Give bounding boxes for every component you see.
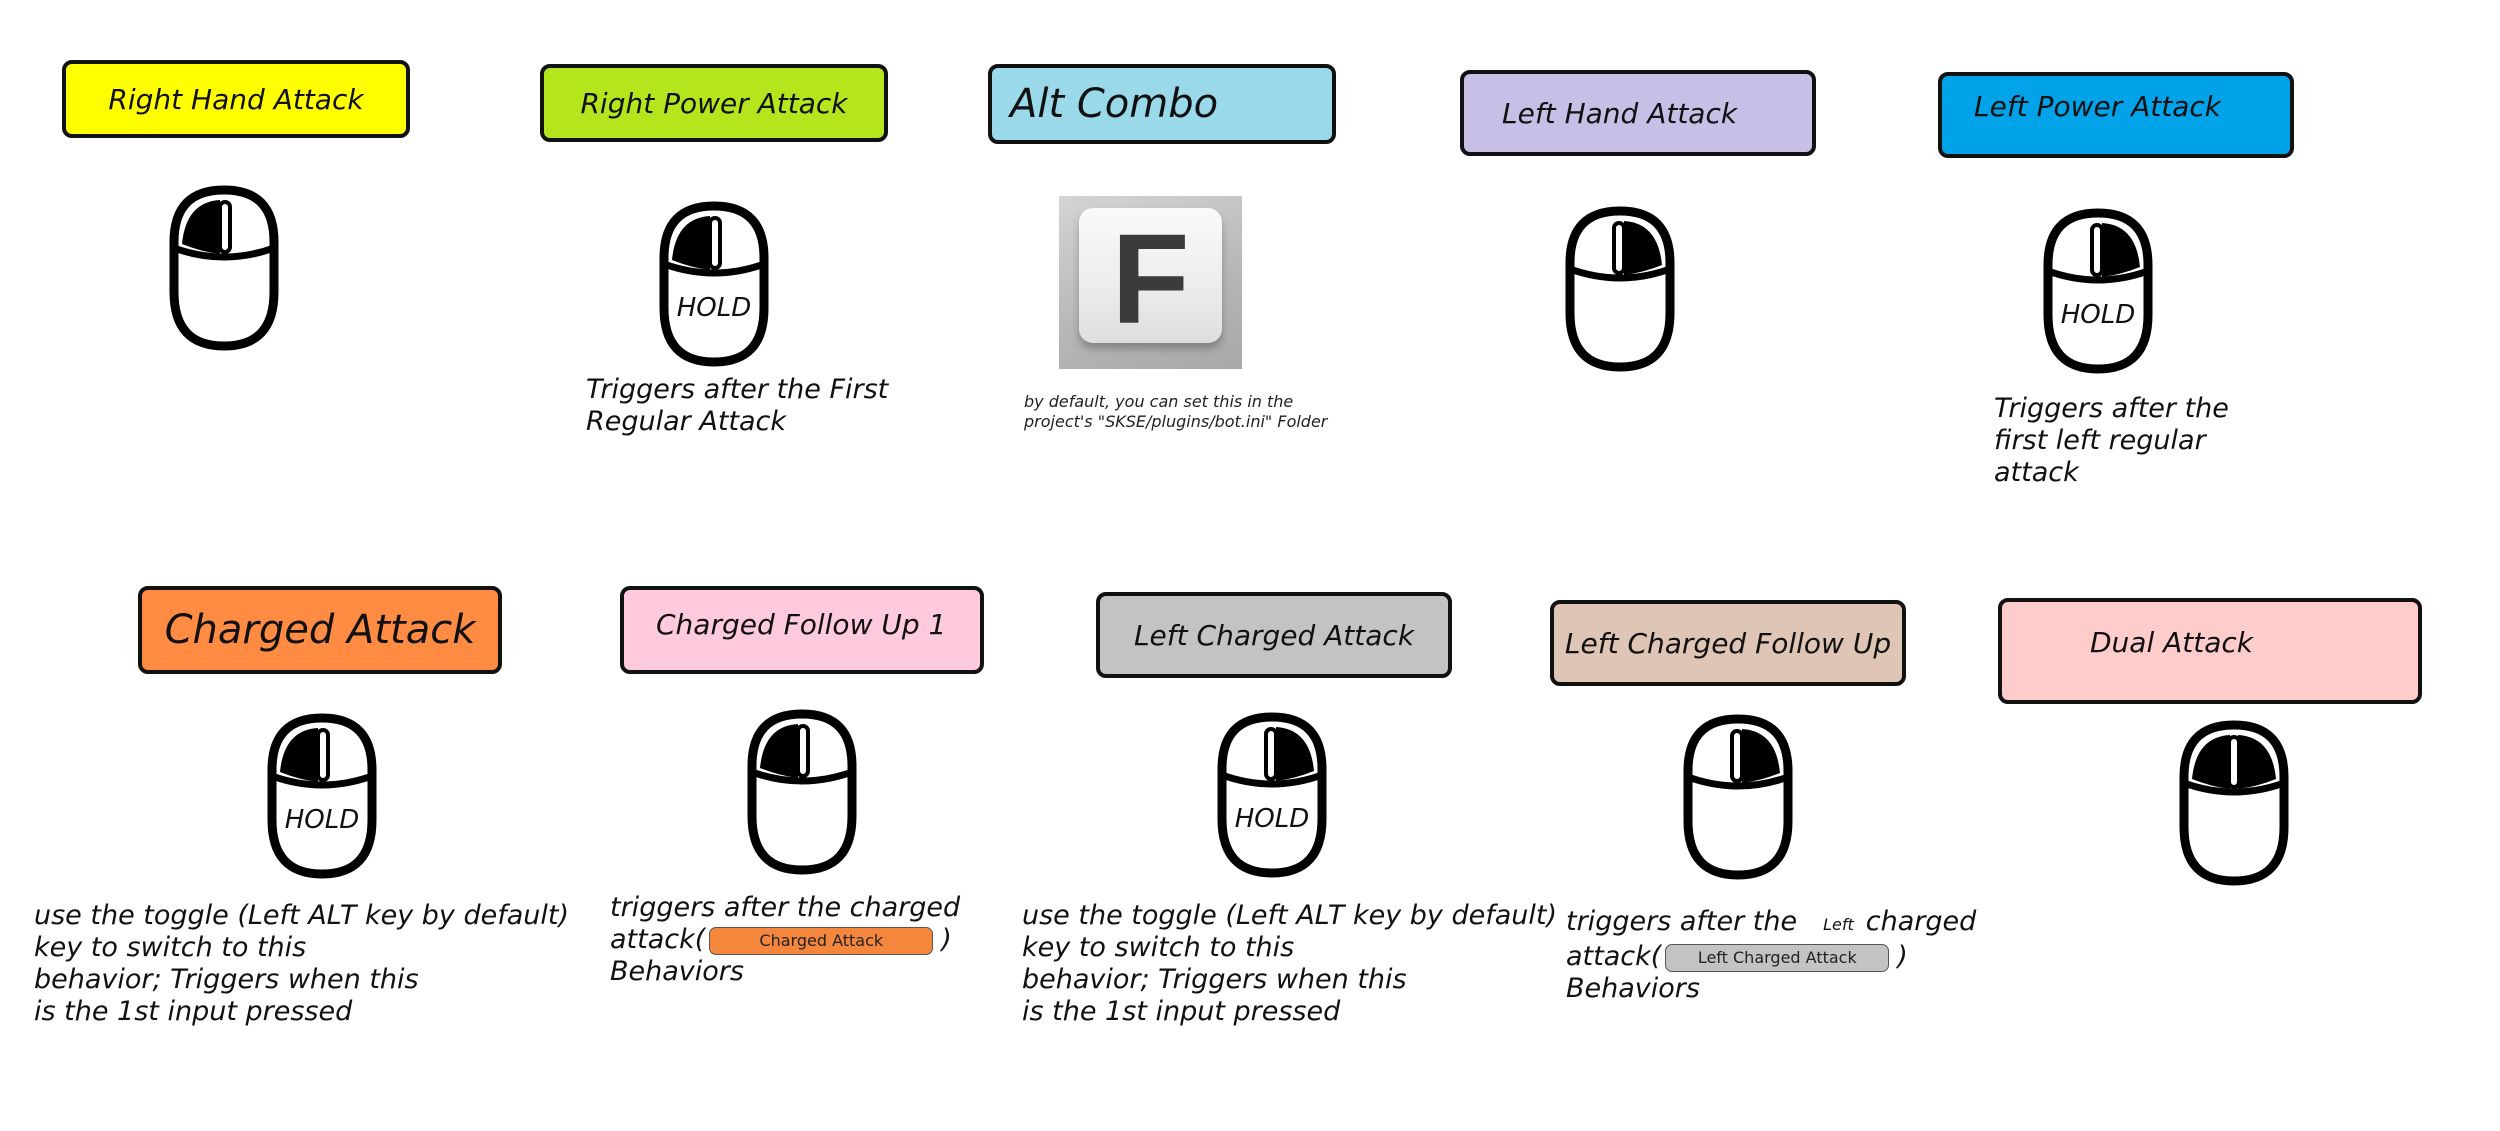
mouse-left-hold-icon bbox=[258, 710, 386, 882]
desc-line: Triggers after the First bbox=[586, 374, 889, 405]
f-key-letter: F bbox=[1111, 208, 1190, 351]
charged-follow-up-1-description bbox=[610, 892, 960, 988]
desc-line: Behaviors bbox=[1566, 973, 1700, 1004]
mouse-right-hold-icon bbox=[2034, 200, 2162, 382]
alt-combo-label bbox=[988, 64, 1336, 144]
left-power-attack-label bbox=[1938, 72, 2294, 158]
desc-line: Triggers after the bbox=[1994, 393, 2229, 424]
desc-part: triggers after the bbox=[1566, 906, 1798, 937]
charged-follow-up-1-text: Charged Follow Up 1 bbox=[656, 608, 947, 641]
right-hand-attack-text: Right Hand Attack bbox=[108, 82, 364, 116]
desc-pre: attack( bbox=[1566, 941, 1662, 972]
charged-attack-text: Charged Attack bbox=[164, 607, 476, 653]
desc-line: behavior; Triggers when this bbox=[1022, 964, 1407, 995]
desc-line: Regular Attack bbox=[586, 406, 787, 437]
hold-text: HOLD bbox=[2060, 300, 2136, 330]
left-power-attack-text: Left Power Attack bbox=[1974, 90, 2221, 123]
mouse-both-click-icon bbox=[2170, 712, 2298, 894]
left-charged-attack-description bbox=[1022, 900, 1557, 1028]
desc-line: use the toggle (Left ALT key by default) bbox=[1022, 900, 1558, 931]
desc-line-with-pill bbox=[1566, 941, 1976, 973]
charged-attack-description bbox=[34, 900, 569, 1028]
hold-text: HOLD bbox=[676, 293, 752, 323]
mouse-right-click-icon bbox=[1556, 198, 1684, 380]
desc-part: charged bbox=[1865, 906, 1977, 937]
mouse-right-click-icon bbox=[1674, 706, 1802, 888]
left-power-attack-description bbox=[1994, 393, 2229, 489]
left-charged-attack-text: Left Charged Attack bbox=[1133, 618, 1415, 652]
left-hand-attack-text: Left Hand Attack bbox=[1502, 96, 1738, 130]
desc-line: attack bbox=[1994, 457, 2079, 488]
desc-line: key to switch to this bbox=[1022, 932, 1295, 963]
charged-follow-up-1-label bbox=[620, 586, 984, 674]
charged-attack-label bbox=[138, 586, 502, 674]
mouse-right-hold-icon bbox=[1208, 704, 1336, 886]
desc-pre: attack( bbox=[610, 924, 706, 955]
desc-line: Behaviors bbox=[610, 956, 744, 987]
left-charged-attack-pill: Left Charged Attack bbox=[1665, 944, 1889, 972]
right-hand-attack-label bbox=[62, 60, 410, 138]
desc-small-left: Left bbox=[1823, 915, 1854, 934]
desc-line-with-pill bbox=[610, 924, 960, 956]
right-power-attack-description bbox=[586, 374, 888, 438]
right-power-attack-text: Right Power Attack bbox=[580, 86, 848, 120]
left-hand-attack-label bbox=[1460, 70, 1816, 156]
hold-text: HOLD bbox=[1234, 804, 1310, 834]
desc-line bbox=[1566, 906, 1976, 941]
left-charged-follow-up-description bbox=[1566, 906, 1976, 1005]
note-line: by default, you can set this in the bbox=[1024, 392, 1294, 411]
note-line: project's "SKSE/plugins/bot.ini" Folder bbox=[1024, 412, 1328, 431]
desc-line: use the toggle (Left ALT key by default) bbox=[34, 900, 570, 931]
left-charged-follow-up-text: Left Charged Follow Up bbox=[1564, 626, 1892, 660]
desc-line: key to switch to this bbox=[34, 932, 307, 963]
hold-text: HOLD bbox=[284, 805, 360, 835]
mouse-left-click-icon bbox=[738, 706, 866, 878]
desc-line: first left regular bbox=[1994, 425, 2206, 456]
desc-line: triggers after the charged bbox=[610, 892, 961, 923]
f-key-cap bbox=[1079, 208, 1222, 351]
desc-post: ) bbox=[1897, 941, 1908, 972]
desc-line: is the 1st input pressed bbox=[34, 996, 353, 1027]
mouse-left-click-icon bbox=[160, 182, 288, 354]
left-charged-attack-label bbox=[1096, 592, 1452, 678]
desc-line: is the 1st input pressed bbox=[1022, 996, 1341, 1027]
f-key-icon bbox=[1059, 196, 1242, 369]
charged-attack-pill: Charged Attack bbox=[709, 927, 933, 955]
alt-combo-text: Alt Combo bbox=[1010, 81, 1219, 127]
mouse-left-hold-icon bbox=[650, 198, 778, 370]
desc-post: ) bbox=[941, 924, 952, 955]
left-charged-follow-up-label bbox=[1550, 600, 1906, 686]
dual-attack-label bbox=[1998, 598, 2422, 704]
dual-attack-text: Dual Attack bbox=[2090, 626, 2254, 659]
alt-combo-note bbox=[1024, 392, 1327, 432]
desc-line: behavior; Triggers when this bbox=[34, 964, 419, 995]
right-power-attack-label bbox=[540, 64, 888, 142]
